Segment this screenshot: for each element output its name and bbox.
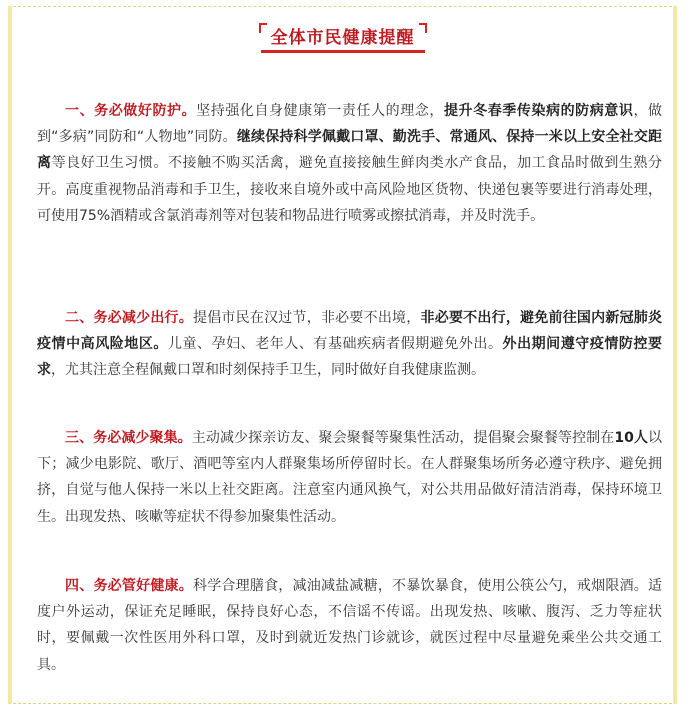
title-wrap: [12, 23, 673, 53]
section-paragraph: [37, 573, 662, 678]
section-text: 儿童、孕妇、老年人、有基础疾病者假期避免外出。: [167, 336, 503, 353]
section-heading: 一、务必做好防护。: [65, 103, 197, 119]
section-paragraph: [37, 98, 662, 229]
section-text: ，做到“多病”同防和“人物地”同防。: [37, 103, 663, 146]
section-heading: 三、务必减少聚集。: [65, 430, 192, 446]
section-text-bold: 10人: [614, 430, 649, 446]
section-gathering: [37, 425, 662, 530]
section-text-bold: 非必要不出行，避免前往国内新冠肺炎疫情中高风险地区。: [37, 310, 663, 353]
section-protection: [37, 98, 662, 229]
section-text: 科学合理膳食，减油减盐减糖，不暴饮暴食，使用公筷公勺，戒烟限酒。适度户外运动，保证充足睡眠，保持良好心态，不信谣不传谣。出现发热、咳嗽、腹泻、乏力等症状时，要佩戴一次性医用外科口罩，及时到就近发热门诊就诊，就医过程中尽量避免乘坐公共交通工具。: [37, 578, 663, 673]
section-text: 等良好卫生习惯。不接触不购买活禽，避免直接接触生鲜肉类水产食品，加工食品时做到生熟分开。高度重视物品消毒和手卫生，接收来自境外或中高风险地区货物、快递包裹等要进行消毒处理，可使用75%酒精或含氯消毒剂等对包装和物品进行喷雾或擦拭消毒，并及时洗手。: [37, 155, 663, 224]
section-text: 提倡市民在汉过节，非必要不出境，: [192, 310, 421, 326]
notice-card: [8, 6, 677, 704]
section-text-bold: 继续保持科学佩戴口罩、勤洗手、常通风、保持一米以上安全社交距离: [37, 129, 663, 172]
section-paragraph: [37, 425, 662, 530]
section-text: 以下；减少电影院、歌厅、酒吧等室内人群聚集场所停留时长。在人群聚集场所务必遵守秩序、避免拥挤，自觉与他人保持一米以上社交距离。注意室内通风换气，对公共用品做好清洁消毒，保持环境卫生。出现发热、咳嗽等症状不得参加聚集性活动。: [37, 430, 663, 525]
section-travel: [37, 305, 662, 384]
title-bracket-right: [419, 23, 427, 33]
section-text: 主动减少探亲访友、聚会聚餐等聚集性活动，提倡聚会聚餐等控制在: [191, 430, 615, 446]
section-text-bold: 外出期间遵守疫情防控要求: [37, 336, 663, 379]
title-bracket-left: [259, 23, 267, 33]
page-title-text: 全体市民健康提醒: [270, 28, 415, 48]
section-text-bold: 提升冬春季传染病的防病意识: [443, 103, 634, 119]
section-text: 坚持强化自身健康第一责任人的理念，: [196, 103, 444, 119]
section-paragraph: [37, 305, 662, 384]
section-heading: 二、务必减少出行。: [65, 310, 193, 326]
section-health: [37, 573, 662, 678]
page-title: [263, 23, 423, 53]
section-text: ，尤其注意全程佩戴口罩和时刻保持手卫生，同时做好自我健康监测。: [51, 362, 485, 379]
section-heading: 四、务必管好健康。: [65, 578, 193, 594]
